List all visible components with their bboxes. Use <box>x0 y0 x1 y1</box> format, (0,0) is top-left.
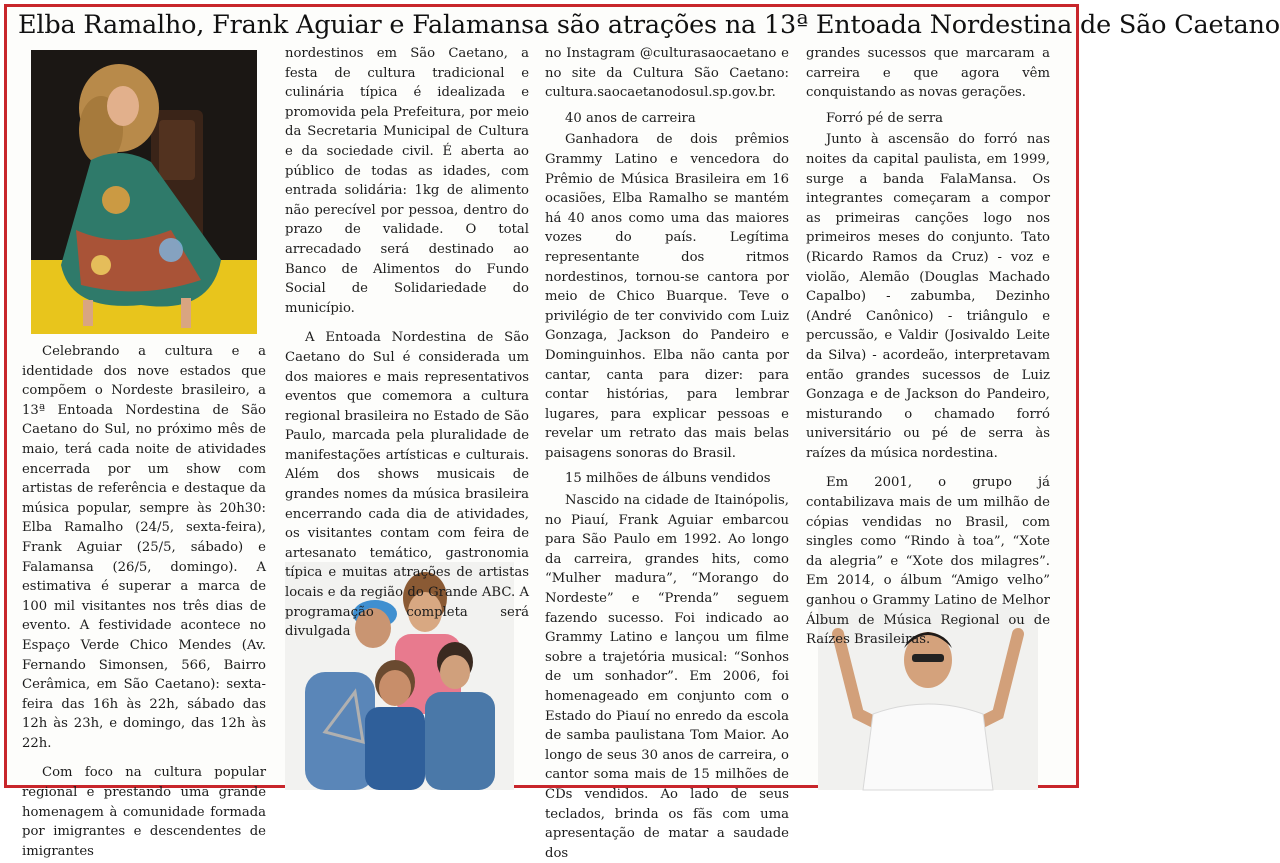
headline: Elba Ramalho, Frank Aguiar e Falamansa são atrações na 13ª Entoada Nordestina de São Caetano <box>18 10 1280 40</box>
paragraph: Em 2001, o grupo já contabilizava mais de um milhão de cópias vendidas no Brasil, com singles como “Rindo à toa”, “Xote da alegria” e “Xote dos milagres”. Em 2014, o álbum “Amigo velho” ganhou o Grammy Latino de Melhor Álbum de Música Regional ou de Raízes Brasileiras. <box>806 475 1050 648</box>
elba-ramalho-photo <box>31 50 257 334</box>
article-column-3 <box>545 44 789 861</box>
paragraph: A Entoada Nordestina de São Caetano do Sul é considerada um dos maiores e mais representativos eventos que comemora a cultura regional brasileira no Estado de São Paulo, marcada pela pluralidade de manifestações artísticas e culturais. Além dos shows musicais de grandes nomes da música brasileira encerrando cada dia de atividades, os visitantes contam com feira de artesanato temático, gastronomia típica e muitas atrações de artistas locais e da região do Grande ABC. A programação completa será divulgada <box>285 330 529 640</box>
article-column-1 <box>22 342 266 859</box>
article-column-4 <box>806 44 1050 648</box>
paragraph: Nascido na cidade de Itainópolis, no Piauí, Frank Aguiar embarcou para São Paulo em 1992. Ao longo da carreira, grandes hits, como “Mulher madura”, “Morango do Nordeste” e “Prenda” seguem fazendo sucesso. Foi indicado ao Grammy Latino e lançou um filme sobre a trajetória musical: “Sonhos de um sonhador”. Em 2006, foi homenageado em conjunto com o Estado do Piauí no enredo da escola de samba paulistana Tom Maior. Ao longo de seus 30 anos de carreira, o cantor soma mais de 15 milhões de CDs vendidos. Ao lado de seus teclados, brinda os fãs com uma apresentação de matar a saudade dos <box>545 493 789 861</box>
subheading: Forró pé de serra <box>826 110 944 126</box>
paragraph: nordestinos em São Caetano, a festa de cultura tradicional e culinária típica é idealizada e promovida pela Prefeitura, por meio da Secretaria Municipal de Cultura e da sociedade civil. É aberta ao público de todas as idades, com entrada solidária: 1kg de alimento não perecível por pessoa, dentro do prazo de validade. O total arrecadado será destinado ao Banco de Alimentos do Fundo Social de Solidariedade do município. <box>285 46 529 316</box>
subheading: 40 anos de carreira <box>565 110 696 126</box>
subheading: 15 milhões de álbuns vendidos <box>565 471 771 487</box>
paragraph: Com foco na cultura popular regional e prestando uma grande homenagem à comunidade formada por imigrantes e descendentes de imigrantes <box>22 765 266 859</box>
paragraph: no Instagram @culturasaocaetano e no site da Cultura São Caetano: cultura.saocaetanodosul.sp.gov.br. <box>545 46 789 101</box>
paragraph: Junto à ascensão do forró nas noites da capital paulista, em 1999, surge a banda FalaMansa. Os integrantes começaram a compor as primeiras canções logo nos primeiros meses do conjunto. Tato (Ricardo Ramos da Cruz) - voz e violão, Alemão (Douglas Machado Capalbo) - zabumba, Dezinho (André Canônico) - triângulo e percussão, e Valdir (Josivaldo Leite da Silva) - acordeão, interpretavam então grandes sucessos de Luiz Gonzaga e de Jackson do Pandeiro, misturando o chamado forró universitário ou pé de serra às raízes da música nordestina. <box>806 132 1050 461</box>
paragraph: Celebrando a cultura e a identidade dos nove estados que compõem o Nordeste brasileiro, a 13ª Entoada Nordestina de São Caetano do Sul, no próximo mês de maio, terá cada noite de atividades encerrada por um show com artistas de referência e destaque da música popular, sempre às 20h30: Elba Ramalho (24/5, sexta-feira), Frank Aguiar (25/5, sábado) e Falamansa (26/5, domingo). A estimativa é superar a marca de 100 mil visitantes nos três dias de evento. A festividade acontece no Espaço Verde Chico Mendes (Av. Fernando Simonsen, 566, Bairro Cerâmica, em São Caetano): sexta-feira das 16h às 22h, sábado das 12h às 23h, e domingo, das 12h às 22h. <box>22 344 266 751</box>
paragraph: Ganhadora de dois prêmios Grammy Latino e vencedora do Prêmio de Música Brasileira em 16 ocasiões, Elba Ramalho se mantém há 40 anos como uma das maiores vozes do país. Legítima representante dos ritmos nordestinos, tornou-se cantora por meio de Chico Buarque. Teve o privilégio de ter convivido com Luiz Gonzaga, Jackson do Pandeiro e Dominguinhos. Elba não canta por cantar, canta para dizer: para contar histórias, para lembrar lugares, para explicar pessoas e revelar um retrato das mais belas paisagens sonoras do Brasil. <box>545 132 789 461</box>
paragraph: grandes sucessos que marcaram a carreira e que agora vêm conquistando as novas gerações. <box>806 46 1050 101</box>
article-column-2 <box>285 44 529 640</box>
elba-ramalho-illustration <box>31 50 257 334</box>
